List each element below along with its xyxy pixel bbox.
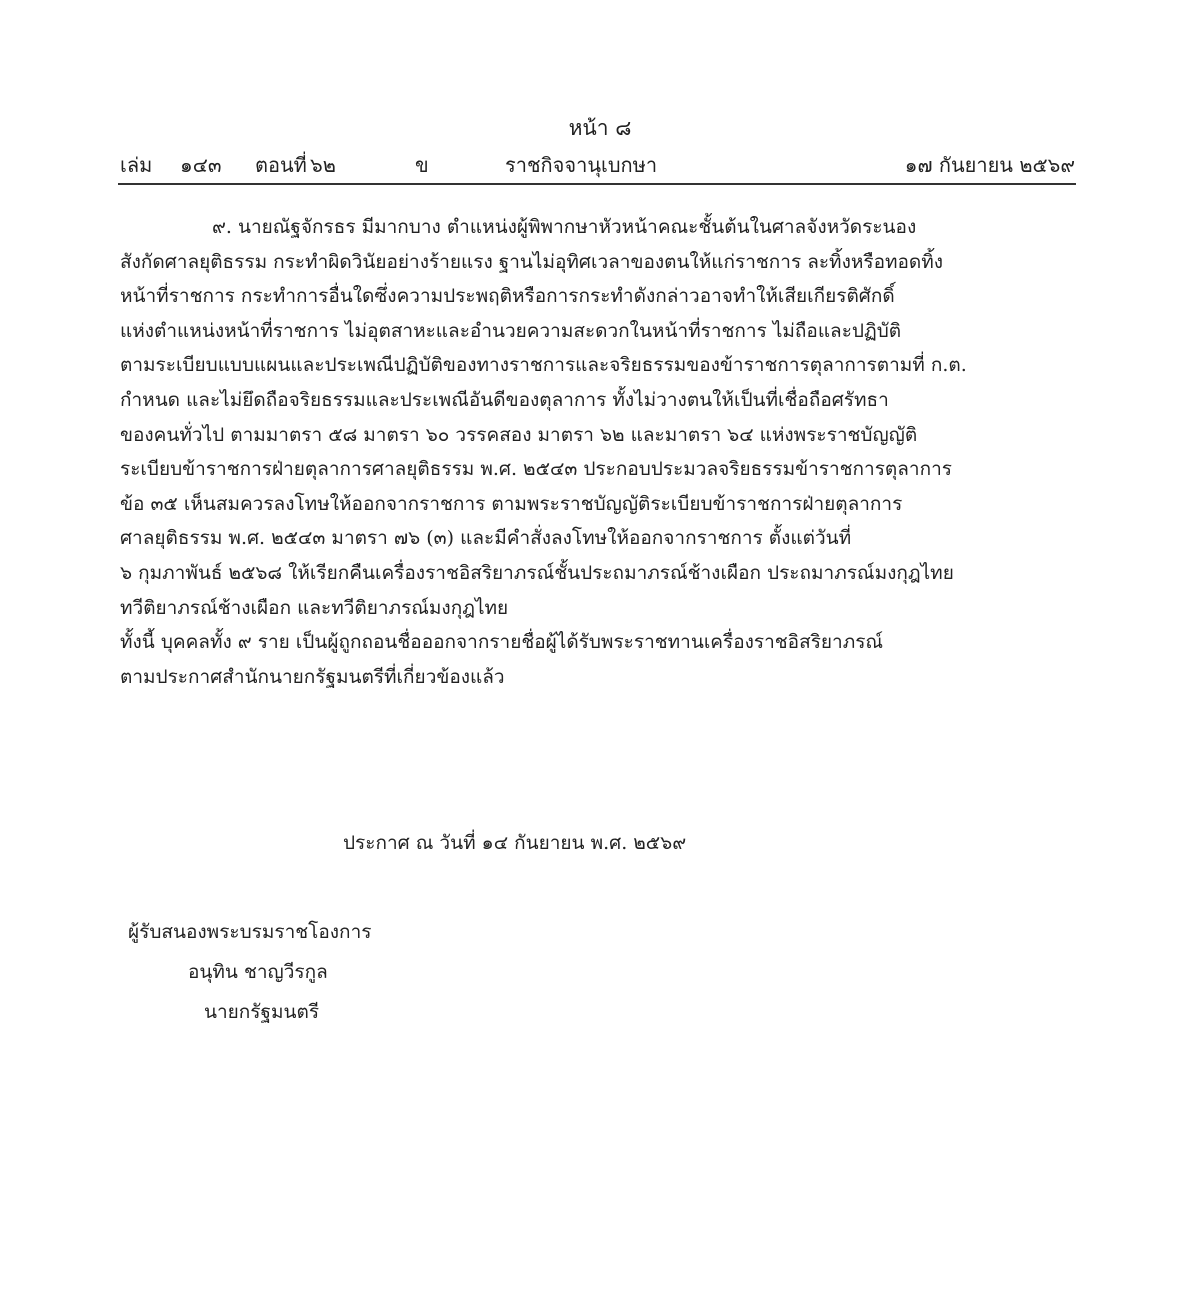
announcement-body [120,210,1055,694]
signatory-name: อนุทิน ชาญวีรกูล [188,961,328,983]
body-line: ตามประกาศสำนักนายกรัฐมนตรีที่เกี่ยวข้องแล้ว [120,665,505,688]
body-line: ของคนทั่วไป ตามมาตรา ๕๘ มาตรา ๖๐ วรรคสอง มาตรา ๖๒ และมาตรา ๖๔ แห่งพระราชบัญญัติ [120,423,918,446]
gazette-header [120,150,1075,180]
section-letter: ข [415,153,429,177]
body-line: ระเบียบข้าราชการฝ่ายตุลาการศาลยุติธรรม พ.ศ. ๒๕๔๓ ประกอบประมวลจริยธรรมข้าราชการตุลาการ [120,458,952,481]
body-line: ๙. นายณัฐจักรธร มีมากบาง ตำแหน่งผู้พิพากษาหัวหน้าคณะชั้นต้นในศาลจังหวัดระนอง [212,216,917,238]
body-line: กำหนด และไม่ยึดถือจริยธรรมและประเพณีอันดีของตุลาการ ทั้งไม่วางตนให้เป็นที่เชื่อถือศรัทธา [120,388,889,411]
body-line: ทั้งนี้ บุคคลทั้ง ๙ ราย เป็นผู้ถูกถอนชื่อออกจากรายชื่อผู้ได้รับพระราชทานเครื่องราชอิสริยาภรณ์ [120,631,884,654]
countersign-label: ผู้รับสนองพระบรมราชโองการ [128,921,372,943]
body-line: หน้าที่ราชการ กระทำการอื่นใดซึ่งความประพฤติหรือการกระทำดังกล่าวอาจทำให้เสียเกียรติศักดิ์ [120,285,895,308]
issue-number: ๖๒ [310,153,336,177]
header-divider [118,183,1076,185]
body-line: ข้อ ๓๕ เห็นสมควรลงโทษให้ออกจากราชการ ตามพระราชบัญญัติระเบียบข้าราชการฝ่ายตุลาการ [120,492,903,515]
page-number: หน้า ๘ [568,116,632,140]
issue-label: ตอนที่ [255,153,307,177]
body-line: ศาลยุติธรรม พ.ศ. ๒๕๔๓ มาตรา ๗๖ (๓) และมีคำสั่งลงโทษให้ออกจากราชการ ตั้งแต่วันที่ [120,527,852,550]
body-line: แห่งตำแหน่งหน้าที่ราชการ ไม่อุตสาหะและอำนวยความสะดวกในหน้าที่ราชการ ไม่ถือและปฏิบัติ [120,319,902,342]
signatory-title: นายกรัฐมนตรี [204,1001,320,1023]
gazette-name: ราชกิจจานุเบกษา [505,153,658,177]
volume-label: เล่ม [120,153,153,177]
signature-block [128,912,371,1032]
proclamation-date: ประกาศ ณ วันที่ ๑๔ กันยายน พ.ศ. ๒๕๖๙ [343,832,687,854]
volume-number: ๑๔๓ [180,153,222,177]
body-line: ๖ กุมภาพันธ์ ๒๕๖๘ ให้เรียกคืนเครื่องราชอิสริยาภรณ์ชั้นประถมาภรณ์ช้างเผือก ประถมาภรณ์มงกุฎไทย [120,561,954,584]
body-line: สังกัดศาลยุติธรรม กระทำผิดวินัยอย่างร้ายแรง ฐานไม่อุทิศเวลาของตนให้แก่ราชการ ละทิ้งหรือทอดทิ้ง [120,250,944,273]
body-line: ตามระเบียบแบบแผนและประเพณีปฏิบัติของทางราชการและจริยธรรมของข้าราชการตุลาการตามที่ ก.ต. [120,354,967,377]
body-line: ทวีติยาภรณ์ช้างเผือก และทวีติยาภรณ์มงกุฎไทย [120,596,509,619]
header-date: ๑๗ กันยายน ๒๕๖๙ [904,153,1075,177]
